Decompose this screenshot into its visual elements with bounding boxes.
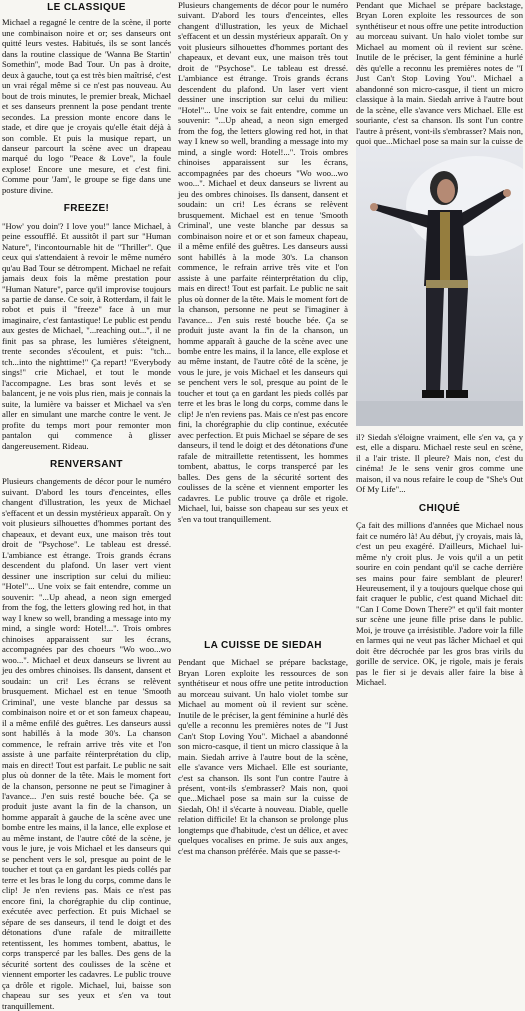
- heading-renversant: RENVERSANT: [50, 459, 123, 471]
- paragraph-la-cuisse-continued: Pendant que Michael se prépare backstage, Bryan Loren exploite les ressources de son synthétiseur et nous offre une petite introduction au morceau suivant. Un halo violet tombe sur Michael au moment où il revient sur scène. Inutile de le préciser, la gent féminine a hurlé dès qu'elle a reconnu les premières notes de "I Just Can't Stop Loving You". Michael a abandonné son micro-casque, il tient un micro classique à la main. Siedah arrive à l'autre bout de la scène, elle s'avance vers Michael. Elle est souriante, c'est sa chanson. Ils sont l'un contre l'autre à présent, vont-ils s'embrasser? Mais non, quoi que...Michael pose sa main sur la cuisse de: [356, 0, 523, 147]
- paragraph-freeze: "How' you doin'? I love you!" lance Michael, à peine essoufflé. Et aussitôt il part sur "Human Nature", l'incontournable hit de "Thriller". Que ceux qui s'attendaient à revoir le même numéro qu'au Bad Tour se détrompent. Michael ne refait jamais deux fois la même prestation pour "Human Nature", parce qu'il improvise toujours sa partie de danse. Ce soir, à Rotterdam, il fait le robot et puis il "freeze" face à un mur imaginaire, c'est fantastique! Le public est pendu aux gestes de Michael, "...reaching out...", il ne finit pas sa phrase, les lumières s'éteignent, trente secondes s'écoulent, et puis: "tch... tch...into the nighttime!" Ça repart! "Everybody sings!" crie Michael, et tout le monde l'accompagne. Les bras sont levés et se balancent, je ne vois plus rien, mais je connais la suite, la lumière va baisser et Michael va s'en aller en simulant une marche contre le vent. Je profite du temps mort pour remonter mon pantalon qui commence à glisser dangereusement. Rideau.: [2, 220, 171, 451]
- performer-illustration: [356, 146, 523, 426]
- column-left: [2, 0, 171, 1011]
- column-right: [356, 0, 523, 777]
- paragraph-le-classique: Michael a regagné le centre de la scène, il porte une combinaison noire et or; ses danseurs ont quitté leurs vestes. Habitués, ils se sont lancés dans la routine classique de 'Wanna Be Startin' Somethin'', mode Bad Tour. Un pas à droite, deux à gauche, tout ça est très bien maîtrisé, c'est un vrai régal même si ce n'est pas nouveau. Au bout de trois minutes, le premier break, Michael et ses danseurs prennent la pose pendant trente secondes. La pression monte encore dans le stade, et dire que je croyais qu'elle était déjà à son comble. Et puis la musique repart, un danseur parcourt la scène avec un drapeau marqué du logo "Peace & Love", la foule explose! Encore une mesure, et c'est fini. Comme pour 'Jam', le groupe se fige dans une posture divine.: [2, 17, 171, 195]
- performer-photo: [356, 146, 523, 426]
- heading-freeze: FREEZE!: [63, 203, 110, 215]
- heading-chique: CHIQUÉ: [418, 502, 461, 514]
- heading-la-cuisse-de-siedah: LA CUISSE DE SIEDAH: [204, 640, 322, 651]
- paragraph-chique: Ça fait des millions d'années que Michael nous fait ce numéro là! Au début, j'y croyais, mais là, c'est un peu exagéré. D'ailleurs, Michael lui-même n'y croit plus. Je vois qu'il a un petit sourire en coin pendant qu'il se cache derrière ses mains pour faire semblant de pleurer! Heureusement, il y a toujours quelque chose qui fait craquer le public, c'est quand Michael dit: "Can I Come Down There?" et qu'il fait monter sur scène une jeune fille prise dans le public. Moi, je trouve ça irrésistible. J'adore voir la fille en larmes qui ne veut pas lâcher Michael et qui doit être décrochée par les gros bras virils du gorille de service. OK, je rigole, mais je ferais pas le fier si je devais aller faire la bise à Michael.: [356, 520, 523, 688]
- paragraph-renversant-continued: Plusieurs changements de décor pour le numéro suivant. D'abord les tours d'enceintes, elles changent d'illustration, les yeux de Michael s'effacent et un dessin mystérieux apparaît. On y voit plusieurs silhouettes d'hommes portant des chapeaux, et devant eux, une maison très tout droit de "Psychose". Le tableau est dressé. L'ambiance est étrange. Trois grands écrans descendent du plafond. Un laser vert vient dessiner une inscription sur celui du milieu: "Hotel"... Une voix se fait entendre, comme un souvenir: "...Up ahead, a neon sign emerged from the fog, the letters glowing red hot, in that way I knew so well, branding a message into my mind, a single word: Hotel!...". Trois ombres chinoises apparaissent sur les écrans, accompagnées par des choeurs "Wo woo...wo woo...". Michael et deux danseurs se livrent au jeu des ombres chinoises. Ils dansent, dansent et soudain: un cri! Les écrans se relèvent brusquement. Michael est en tenue 'Smooth Criminal', une veste blanche par dessus sa combinaison noire et or et son fameux chapeau, il a même enfilé des guêtres. Les danseurs aussi sont habillés à la mode 30's. La chanson commence, le refrain arrive très vite et l'on assiste à une parfaite réinterprétation du clip, mais en direct! Tout est parfait. Le public ne sait plus où donner de la tête. Mais le moment fort de la chanson, personne ne peut se l'imaginer à l'avance... J'en suis resté bouche bée. Ça se produit juste avant la fin de la chanson, un homme apparaît à gauche de la scène avec une bombe entre les mains, il la lance, elle explose et au même instant, de l'autre côté de la scène, je vous le jure, je vois Michael et les danseurs qui se penchent vers le sol, presque au point de le toucher et tout ça en gardant les pieds collés par terre et les bras le long du corps, comme dans le clip! Je n'en reviens pas. Mais ce n'est pas encore fini, la chorégraphie du clip continue, exécutée avec perfection. Et puis Michael se sépare de ses danseurs, il tend le doigt et des détonations d'une rafale de mitraillette retentissent, les hommes tombent, abattus, le corps transpercé par les balles. Des gens de la sécurité sortent des coulisses de la scène et viennent emporter les cadavres. Le public trouve ça drôle et rigole. Michael, lui, baisse son chapeau sur ses yeux et s'en va tout tranquillement.: [178, 0, 348, 524]
- paragraph-la-cuisse: Pendant que Michael se prépare backstage, Bryan Loren exploite les ressources de son synthétiseur et nous offre une petite introduction au morceau suivant. Un halo violet tombe sur Michael au moment où il revient sur scène. Inutile de le préciser, la gent féminine a hurlé dès qu'elle a reconnu les premières notes de "I Just Can't Stop Loving You". Michael a abandonné son micro-casque, il tient un micro classique à la main. Siedah arrive à l'autre bout de la scène, elle s'avance vers Michael. Elle est souriante, c'est sa chanson. Ils sont l'un contre l'autre à présent, vont-ils s'embrasser? Mais non, quoi que...Michael pose sa main sur la cuisse de Siedah, Oh! il s'écarte à nouveau. Diable, quelle relation difficile! Et la chanson se prolonge plus longtemps que d'habitude, c'est un délice, et avec quelques vocalises en prime. Je suis aux anges, c'est ma chanson préférée. Mais que se passe-t-: [178, 657, 348, 856]
- paragraph-renversant: Plusieurs changements de décor pour le numéro suivant. D'abord les tours d'enceintes, elles changent d'illustration, les yeux de Michael s'effacent et un dessin mystérieux apparaît. On y voit plusieurs silhouettes d'hommes portant des chapeaux, et devant eux, une maison très tout droit de "Psychose". Le tableau est dressé. L'ambiance est étrange. Trois grands écrans descendent du plafond. Un laser vert vient dessiner une inscription sur celui du milieu: "Hotel"... Une voix se fait entendre, comme un souvenir: "...Up ahead, a neon sign emerged from the fog, the letters glowing red hot, in that way I knew so well, branding a message into my mind, a single word: Hotel!...". Trois ombres chinoises apparaissent sur les écrans, accompagnées par des choeurs "Wo woo...wo woo...". Michael et deux danseurs se livrent au jeu des ombres chinoises. Ils dansent, dansent et soudain: un cri! Les écrans se relèvent brusquement. Michael est en tenue 'Smooth Criminal', une veste blanche par dessus sa combinaison noire et or et son fameux chapeau, il a même enfilé des guêtres. Les danseurs aussi sont habillés à la mode 30's. La chanson commence, le refrain arrive très vite et l'on assiste à une parfaite réinterprétation du clip, mais en direct! Tout est parfait. Le public ne sait plus où donner de la tête. Mais le moment fort de la chanson, personne ne peut se l'imaginer à l'avance... J'en suis resté bouche bée. Ça se produit juste avant la fin de la chanson, un homme apparaît à gauche de la scène avec une bombe entre les mains, il la lance, elle explose et au même instant, de l'autre côté de la scène, je vous le jure, je vois Michael et les danseurs qui se penchent vers le sol, presque au point de le toucher et tout ça en gardant les pieds collés par terre et les bras le long du corps, comme dans le clip! Je n'en reviens pas. Mais ce n'est pas encore fini, la chorégraphie du clip continue, exécutée avec perfection. Et puis Michael se sépare de ses danseurs, il tend le doigt et des détonations d'une rafale de mitraillette retentissent, les hommes tombent, abattus, le corps transpercé par les balles. Des gens de la sécurité sortent des coulisses de la scène et viennent emporter les cadavres. Le public trouve ça drôle et rigole. Michael, lui, baisse son chapeau sur ses yeux et s'en va tout tranquillement.: [2, 476, 171, 1011]
- heading-le-classique: LE CLASSIQUE: [47, 2, 126, 13]
- column-middle: [178, 0, 348, 856]
- paragraph-la-cuisse-suite: il? Siedah s'éloigne vraiment, elle s'en va, ça y est, elle a disparu. Michael reste seul en scène, il a l'air triste. Il pleure? Mais non, c'est du cinéma! Je le sens venir gros comme une maison, il va nous refaire le coup de "She's Out Of My Life"...: [356, 432, 523, 495]
